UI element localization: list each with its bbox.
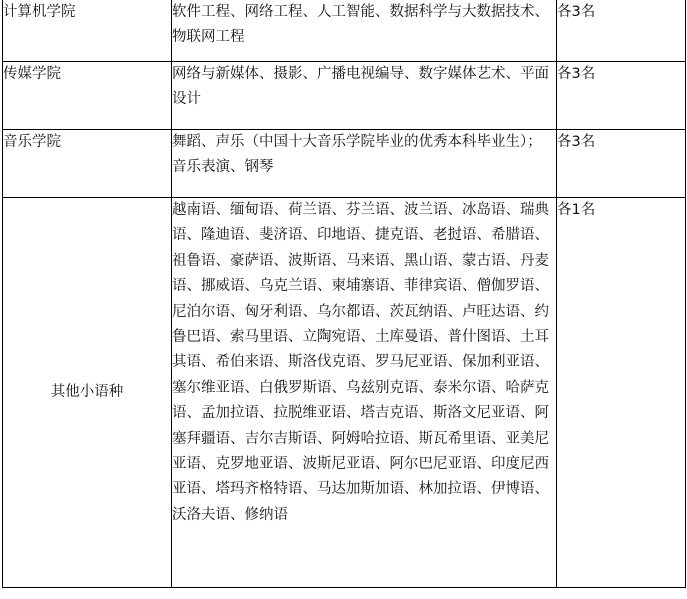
department-cell: 计算机学院	[3, 0, 172, 62]
table-row	[3, 130, 686, 198]
table-row	[3, 0, 686, 62]
table-row	[3, 198, 686, 588]
quota-cell: 各3名	[557, 0, 686, 62]
department-cell: 传媒学院	[3, 62, 172, 130]
quota-cell: 各3名	[557, 130, 686, 198]
majors-cell: 网络与新媒体、摄影、广播电视编导、数字媒体艺术、平面设计	[172, 62, 557, 130]
department-cell: 其他小语种	[3, 198, 172, 588]
majors-cell: 越南语、缅甸语、荷兰语、芬兰语、波兰语、冰岛语、瑞典语、隆迪语、斐济语、印地语、捷克语、老挝语、希腊语、祖鲁语、豪萨语、波斯语、马来语、黑山语、蒙古语、丹麦语、挪威语、乌克兰语、柬埔寨语、菲律宾语、僧伽罗语、尼泊尔语、匈牙利语、乌尔都语、茨瓦纳语、卢旺达语、约鲁巴语、索马里语、立陶宛语、土库曼语、普什图语、土耳其语、希伯来语、斯洛伐克语、罗马尼亚语、保加利亚语、塞尔维亚语、白俄罗斯语、乌兹别克语、泰米尔语、哈萨克语、孟加拉语、拉脱维亚语、塔吉克语、斯洛文尼亚语、阿塞拜疆语、吉尔吉斯语、阿姆哈拉语、斯瓦希里语、亚美尼亚语、克罗地亚语、波斯尼亚语、阿尔巴尼亚语、印度尼西亚语、塔玛齐格特语、马达加斯加语、林加拉语、伊博语、沃洛夫语、修纳语	[172, 198, 557, 588]
table-row	[3, 62, 686, 130]
quota-cell: 各1名	[557, 198, 686, 588]
majors-quota-table	[2, 0, 686, 588]
department-cell: 音乐学院	[3, 130, 172, 198]
majors-cell: 舞蹈、声乐（中国十大音乐学院毕业的优秀本科毕业生）；音乐表演、钢琴	[172, 130, 557, 198]
majors-cell: 软件工程、网络工程、人工智能、数据科学与大数据技术、物联网工程	[172, 0, 557, 62]
quota-cell: 各3名	[557, 62, 686, 130]
